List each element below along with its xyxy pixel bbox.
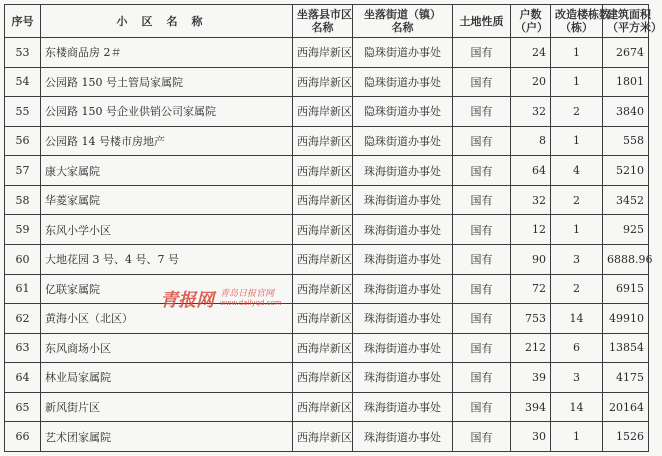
table-row — [5, 333, 649, 363]
cell-seq: 61 — [5, 274, 41, 304]
cell-street: 珠海街道办事处 — [353, 274, 453, 304]
watermark-url: www.dailyqd.com — [220, 299, 282, 307]
table-row — [5, 392, 649, 422]
header-row — [5, 5, 649, 38]
cell-street: 珠海街道办事处 — [353, 244, 453, 274]
watermark-main: 青报网 — [160, 290, 214, 311]
cell-county: 西海岸新区 — [293, 422, 353, 452]
cell-land: 国有 — [453, 422, 511, 452]
cell-name: 黄海小区（北区） — [41, 304, 293, 334]
cell-name: 林业局家属院 — [41, 363, 293, 393]
cell-street: 珠海街道办事处 — [353, 422, 453, 452]
cell-households: 72 — [511, 274, 551, 304]
cell-buildings: 2 — [551, 274, 603, 304]
cell-households: 24 — [511, 38, 551, 68]
cell-street: 隐珠街道办事处 — [353, 126, 453, 156]
cell-street: 珠海街道办事处 — [353, 392, 453, 422]
cell-seq: 53 — [5, 38, 41, 68]
header-households: 户数 （户） — [511, 5, 551, 38]
cell-land: 国有 — [453, 363, 511, 393]
cell-area: 925 — [603, 215, 649, 245]
cell-area: 3840 — [603, 97, 649, 127]
cell-county: 西海岸新区 — [293, 304, 353, 334]
cell-households: 64 — [511, 156, 551, 186]
cell-land: 国有 — [453, 333, 511, 363]
cell-area: 20164 — [603, 392, 649, 422]
cell-name: 公园路 150 号企业供销公司家属院 — [41, 97, 293, 127]
cell-county: 西海岸新区 — [293, 274, 353, 304]
cell-land: 国有 — [453, 244, 511, 274]
cell-buildings: 14 — [551, 304, 603, 334]
cell-households: 20 — [511, 67, 551, 97]
cell-street: 珠海街道办事处 — [353, 156, 453, 186]
header-land: 土地性质 — [453, 5, 511, 38]
table-row — [5, 67, 649, 97]
cell-name: 康大家属院 — [41, 156, 293, 186]
cell-area: 1526 — [603, 422, 649, 452]
cell-area: 6888.96 — [603, 244, 649, 274]
cell-street: 隐珠街道办事处 — [353, 67, 453, 97]
cell-county: 西海岸新区 — [293, 244, 353, 274]
cell-seq: 54 — [5, 67, 41, 97]
cell-buildings: 1 — [551, 215, 603, 245]
cell-land: 国有 — [453, 67, 511, 97]
cell-land: 国有 — [453, 274, 511, 304]
cell-land: 国有 — [453, 126, 511, 156]
cell-buildings: 1 — [551, 126, 603, 156]
cell-seq: 60 — [5, 244, 41, 274]
cell-land: 国有 — [453, 215, 511, 245]
cell-households: 30 — [511, 422, 551, 452]
cell-name: 公园路 150 号土管局家属院 — [41, 67, 293, 97]
cell-name: 公园路 14 号楼市房地产 — [41, 126, 293, 156]
cell-land: 国有 — [453, 185, 511, 215]
table-row — [5, 244, 649, 274]
cell-area: 1801 — [603, 67, 649, 97]
cell-county: 西海岸新区 — [293, 392, 353, 422]
cell-county: 西海岸新区 — [293, 38, 353, 68]
cell-name: 东风商场小区 — [41, 333, 293, 363]
header-street: 坐落街道（镇） 名称 — [353, 5, 453, 38]
cell-households: 753 — [511, 304, 551, 334]
table-row — [5, 156, 649, 186]
table-row — [5, 38, 649, 68]
cell-name: 东楼商品房 2＃ — [41, 38, 293, 68]
table-row — [5, 126, 649, 156]
cell-seq: 64 — [5, 363, 41, 393]
cell-buildings: 2 — [551, 185, 603, 215]
cell-seq: 66 — [5, 422, 41, 452]
cell-street: 隐珠街道办事处 — [353, 38, 453, 68]
cell-area: 13854 — [603, 333, 649, 363]
cell-seq: 58 — [5, 185, 41, 215]
table-row — [5, 304, 649, 334]
cell-seq: 65 — [5, 392, 41, 422]
cell-households: 32 — [511, 185, 551, 215]
cell-name: 亿联家属院 — [41, 274, 293, 304]
cell-street: 珠海街道办事处 — [353, 185, 453, 215]
cell-seq: 63 — [5, 333, 41, 363]
table-row — [5, 363, 649, 393]
cell-seq: 59 — [5, 215, 41, 245]
cell-buildings: 2 — [551, 97, 603, 127]
cell-name: 华菱家属院 — [41, 185, 293, 215]
cell-buildings: 1 — [551, 67, 603, 97]
cell-households: 8 — [511, 126, 551, 156]
cell-street: 珠海街道办事处 — [353, 215, 453, 245]
cell-area: 5210 — [603, 156, 649, 186]
cell-land: 国有 — [453, 97, 511, 127]
cell-name: 新风街片区 — [41, 392, 293, 422]
cell-area: 3452 — [603, 185, 649, 215]
cell-street: 隐珠街道办事处 — [353, 97, 453, 127]
cell-name: 艺术团家属院 — [41, 422, 293, 452]
cell-county: 西海岸新区 — [293, 156, 353, 186]
cell-street: 珠海街道办事处 — [353, 363, 453, 393]
cell-area: 4175 — [603, 363, 649, 393]
cell-county: 西海岸新区 — [293, 363, 353, 393]
cell-seq: 57 — [5, 156, 41, 186]
header-county: 坐落县市区 名称 — [293, 5, 353, 38]
cell-households: 212 — [511, 333, 551, 363]
cell-seq: 62 — [5, 304, 41, 334]
cell-land: 国有 — [453, 38, 511, 68]
cell-land: 国有 — [453, 304, 511, 334]
cell-name: 大地花园 3 号、4 号、7 号 — [41, 244, 293, 274]
cell-households: 32 — [511, 97, 551, 127]
cell-buildings: 1 — [551, 422, 603, 452]
cell-land: 国有 — [453, 392, 511, 422]
table-row — [5, 97, 649, 127]
cell-households: 39 — [511, 363, 551, 393]
cell-seq: 56 — [5, 126, 41, 156]
cell-households: 394 — [511, 392, 551, 422]
cell-buildings: 14 — [551, 392, 603, 422]
header-area: 建筑面积 （平方米） — [603, 5, 649, 38]
cell-county: 西海岸新区 — [293, 67, 353, 97]
cell-street: 珠海街道办事处 — [353, 333, 453, 363]
header-name: 小区名称 — [41, 5, 293, 38]
cell-buildings: 4 — [551, 156, 603, 186]
cell-buildings: 3 — [551, 244, 603, 274]
community-renovation-table — [4, 4, 662, 452]
cell-area: 2674 — [603, 38, 649, 68]
header-seq: 序号 — [5, 5, 41, 38]
cell-area: 49910 — [603, 304, 649, 334]
table-row — [5, 274, 649, 304]
cell-area: 6915 — [603, 274, 649, 304]
cell-seq: 55 — [5, 97, 41, 127]
cell-households: 90 — [511, 244, 551, 274]
cell-name: 东风小学小区 — [41, 215, 293, 245]
cell-county: 西海岸新区 — [293, 97, 353, 127]
cell-street: 珠海街道办事处 — [353, 304, 453, 334]
cell-households: 12 — [511, 215, 551, 245]
table-row — [5, 185, 649, 215]
cell-county: 西海岸新区 — [293, 215, 353, 245]
cell-buildings: 3 — [551, 363, 603, 393]
header-buildings: 改造楼栋数 （栋） — [551, 5, 603, 38]
cell-county: 西海岸新区 — [293, 185, 353, 215]
watermark-sub: 青岛日报官网 — [220, 289, 275, 299]
table-row — [5, 422, 649, 452]
cell-buildings: 1 — [551, 38, 603, 68]
cell-county: 西海岸新区 — [293, 126, 353, 156]
cell-area: 558 — [603, 126, 649, 156]
cell-land: 国有 — [453, 156, 511, 186]
table-row — [5, 215, 649, 245]
cell-county: 西海岸新区 — [293, 333, 353, 363]
cell-buildings: 6 — [551, 333, 603, 363]
